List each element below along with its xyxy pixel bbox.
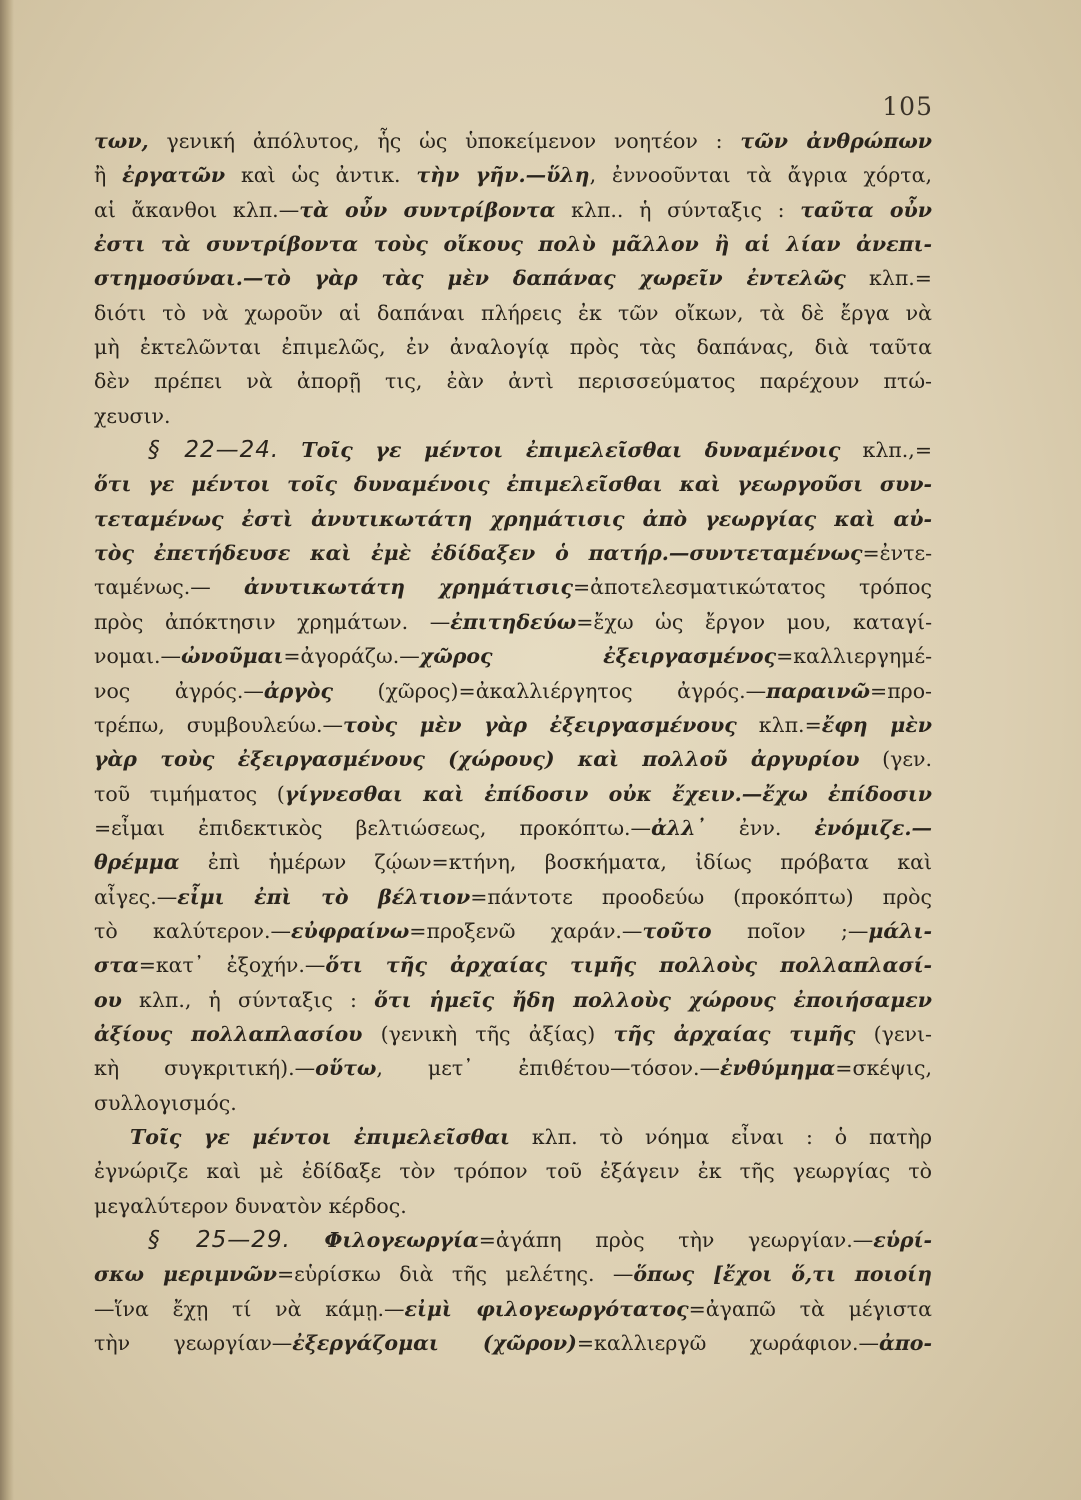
emphasized-text: παραινῶ bbox=[766, 678, 871, 703]
emphasized-text: ὅτι τῆς ἀρχαίας τιμῆς πολλοὺς πολλαπλασί- bbox=[325, 953, 932, 978]
plain-text: ἐνν. bbox=[705, 815, 815, 840]
emphasized-text: τῶν ἀνθρώπων bbox=[740, 129, 932, 153]
plain-text: μὴ ἐκτελῶνται ἐπιμελῶς, ἐν ἀναλογίᾳ πρὸς τὰς δαπάνας, διὰ ταῦτα bbox=[94, 335, 932, 360]
plain-text: =καλλιεργῶ χωράφιον.— bbox=[576, 1331, 880, 1356]
text-line bbox=[94, 124, 932, 158]
text-line bbox=[94, 708, 932, 742]
emphasized-text: ἀργὸς bbox=[263, 678, 333, 703]
emphasized-text: ἀξίους πολλαπλασίου bbox=[94, 1021, 363, 1046]
text-line bbox=[94, 811, 932, 845]
plain-text: γενική ἀπόλυτος, ἧς ὡς ὑποκείμενον νοητέον : bbox=[148, 129, 741, 153]
plain-text: κὴ συγκριτική).— bbox=[94, 1056, 316, 1081]
emphasized-text: στημοσύναι.—τὸ γὰρ τὰς μὲν δαπάνας χωρεῖν ἐντελῶς bbox=[94, 266, 846, 291]
text-line bbox=[94, 364, 932, 398]
emphasized-text: ἐπιτηδεύω bbox=[450, 609, 577, 634]
plain-text: , ἐννοοῦνται τὰ ἄγρια χόρτα, bbox=[589, 163, 932, 188]
plain-text: δὲν πρέπει νὰ ἀπορῇ τις, ἐὰν ἀντὶ περισσεύματος παρέχουν πτώ- bbox=[94, 369, 932, 394]
text-line bbox=[94, 1326, 932, 1360]
emphasized-text: ὅπως [ἔχοι ὅ,τι ποιοίη bbox=[633, 1262, 932, 1287]
plain-text: =προ- bbox=[870, 678, 932, 703]
plain-text: (γεν. bbox=[859, 747, 932, 772]
text-line bbox=[94, 1051, 932, 1085]
emphasized-text: των, bbox=[94, 129, 149, 153]
plain-text: χευσιν. bbox=[94, 403, 171, 428]
text-line bbox=[94, 948, 932, 982]
text-line bbox=[94, 605, 932, 639]
emphasized-text: ἐξεργάζομαι (χῶρον) bbox=[292, 1331, 577, 1356]
text-line bbox=[94, 1292, 932, 1326]
text-line bbox=[94, 433, 932, 467]
emphasized-text: μάλι- bbox=[868, 918, 932, 943]
plain-text: κλπ., ἡ σύνταξις : bbox=[121, 987, 375, 1012]
plain-text: =πάντοτε προοδεύω (προκόπτω) πρὸς bbox=[470, 884, 932, 909]
page-number: 105 bbox=[882, 92, 933, 121]
plain-text: =καλλιεργημέ- bbox=[776, 644, 932, 669]
text-line bbox=[94, 1257, 932, 1291]
plain-text: =σκέψις, bbox=[835, 1056, 932, 1081]
emphasized-text: τῆς ἀρχαίας τιμῆς bbox=[613, 1021, 856, 1046]
plain-text: =εὑρίσκω διὰ τῆς μελέτης. — bbox=[277, 1262, 634, 1287]
text-line bbox=[94, 502, 932, 536]
emphasized-text: ὠνοῦμαι bbox=[181, 644, 284, 669]
text-line bbox=[94, 777, 932, 811]
emphasized-text: ἀλλ᾽ bbox=[651, 815, 706, 840]
emphasized-text: εὑρί- bbox=[873, 1228, 932, 1252]
text-line bbox=[94, 570, 932, 604]
plain-text: =κατ᾽ ἐξοχήν.— bbox=[138, 953, 326, 978]
emphasized-text: τὸς ἐπετήδευσε καὶ ἐμὲ ἐδίδαξεν ὁ πατήρ.—συντεταμένως bbox=[94, 541, 863, 566]
emphasized-text: ἐστι τὰ συντρίβοντα τοὺς οἴκους πολὺ μᾶλλον ἢ αἱ λίαν ἀνεπι- bbox=[94, 232, 932, 257]
text-line bbox=[94, 845, 932, 879]
plain-text: διότι τὸ νὰ χωροῦν αἱ δαπάναι πλήρεις ἐκ τῶν οἴκων, τὰ δὲ ἔργα νὰ bbox=[94, 300, 932, 325]
emphasized-text: στα bbox=[94, 953, 139, 978]
plain-text: ταμένως.— bbox=[94, 575, 244, 600]
plain-text: ποῖον ;— bbox=[711, 918, 869, 943]
plain-text bbox=[291, 1228, 325, 1252]
emphasized-text: Φιλογεωργία bbox=[324, 1228, 479, 1252]
emphasized-text: ἐργατῶν bbox=[122, 163, 226, 188]
plain-text: κλπ.= bbox=[845, 266, 932, 291]
emphasized-text: Τοῖς γε μέντοι ἐπιμελεῖσθαι bbox=[130, 1124, 510, 1149]
plain-text: αἱ ἄκανθοι κλπ.— bbox=[94, 197, 300, 222]
plain-text bbox=[279, 438, 301, 462]
section-number: § 22—24. bbox=[148, 437, 280, 464]
plain-text: κλπ. τὸ νόημα εἶναι : ὁ πατὴρ bbox=[509, 1124, 933, 1149]
emphasized-text: ἀνυτικωτάτη χρημάτισις bbox=[244, 575, 573, 600]
text-line bbox=[94, 914, 932, 948]
text-line bbox=[94, 227, 932, 261]
plain-text: —ἵνα ἔχῃ τί νὰ κάμῃ.— bbox=[94, 1296, 405, 1321]
emphasized-text: τεταμένως ἐστὶ ἀνυτικωτάτη χρημάτισις ἀπὸ γεωργίας καὶ αὐ- bbox=[94, 506, 932, 531]
emphasized-text: οὕτω bbox=[315, 1056, 377, 1081]
plain-text: =ἀγάπη πρὸς τὴν γεωργίαν.— bbox=[478, 1228, 874, 1252]
emphasized-text: ἀπο- bbox=[879, 1331, 932, 1356]
emphasized-text: ἐνθύμημα bbox=[720, 1056, 836, 1081]
emphasized-text: ἔφη μὲν bbox=[821, 712, 932, 737]
plain-text: =προξενῶ χαράν.— bbox=[409, 918, 643, 943]
plain-text: ἐπὶ ἡμέρων ζῴων=κτήνη, βοσκήματα, ἰδίως πρόβατα καὶ bbox=[179, 850, 932, 875]
plain-text: =ἔχω ὡς ἔργον μου, καταγί- bbox=[576, 609, 932, 634]
plain-text: καὶ ὡς ἀντικ. bbox=[225, 163, 417, 188]
plain-text: τοῦ τιμήματος ( bbox=[94, 781, 285, 806]
plain-text: πρὸς ἀπόκτησιν χρημάτων. — bbox=[94, 609, 451, 634]
plain-text: συλλογισμός. bbox=[94, 1090, 237, 1115]
plain-text: κλπ.,= bbox=[840, 438, 932, 463]
text-line bbox=[94, 296, 932, 330]
text-line bbox=[94, 261, 932, 295]
text-line bbox=[94, 1189, 932, 1223]
text-line bbox=[94, 1017, 932, 1051]
plain-text: νος ἀγρός.— bbox=[94, 678, 264, 703]
emphasized-text: εἰμὶ φιλογεωργότατος bbox=[404, 1296, 689, 1321]
plain-text: =ἀποτελεσματικώτατος τρόπος bbox=[572, 575, 932, 600]
text-line bbox=[94, 742, 932, 776]
plain-text: =εἶμαι ἐπιδεκτικὸς βελτιώσεως, προκόπτω.— bbox=[94, 815, 652, 840]
text-line bbox=[94, 1154, 932, 1188]
text-line bbox=[94, 880, 932, 914]
text-line bbox=[94, 983, 932, 1017]
plain-text: (χῶρος)=ἀκαλλιέργητος ἀγρός.— bbox=[332, 678, 767, 703]
text-line bbox=[94, 330, 932, 364]
text-line bbox=[94, 193, 932, 227]
plain-text: , μετ᾽ ἐπιθέτου—τόσον.— bbox=[376, 1056, 720, 1081]
text-line bbox=[94, 1223, 932, 1257]
plain-text: ἢ bbox=[94, 163, 123, 188]
text-line bbox=[94, 158, 932, 192]
emphasized-text: τὰ οὖν συντρίβοντα bbox=[299, 197, 556, 222]
plain-text: (γενικὴ τῆς ἀξίας) bbox=[362, 1021, 614, 1046]
section-number: § 25—29. bbox=[148, 1227, 291, 1253]
emphasized-text: εὐφραίνω bbox=[290, 918, 410, 943]
emphasized-text: τοὺς μὲν γὰρ ἐξειργασμένους bbox=[342, 712, 737, 737]
plain-text: =ἀγοράζω.— bbox=[283, 644, 420, 669]
plain-text: νομαι.— bbox=[94, 644, 182, 669]
emphasized-text: τοῦτο bbox=[642, 918, 712, 943]
text-line bbox=[94, 1120, 932, 1154]
emphasized-text: σκω μεριμνῶν bbox=[94, 1262, 277, 1287]
plain-text: κλπ.= bbox=[736, 712, 822, 737]
text-line bbox=[94, 1086, 932, 1120]
plain-text: τρέπω, συμβουλεύω.— bbox=[94, 712, 343, 737]
emphasized-text: χῶρος ἐξειργασμένος bbox=[419, 644, 777, 669]
text-line bbox=[94, 674, 932, 708]
plain-text: τὴν γεωργίαν— bbox=[94, 1331, 293, 1356]
text-line bbox=[94, 639, 932, 673]
emphasized-text: ἐνόμιζε.— bbox=[814, 815, 932, 840]
emphasized-text: εἶμι ἐπὶ τὸ βέλτιον bbox=[177, 884, 471, 909]
page-binding-edge bbox=[0, 0, 14, 1500]
emphasized-text: ὅτι γε μέντοι τοῖς δυναμένοις ἐπιμελεῖσθαι καὶ γεωργοῦσι συν- bbox=[94, 472, 932, 497]
plain-text: (γενι- bbox=[855, 1021, 932, 1046]
emphasized-text: ὅτι ἡμεῖς ἤδη πολλοὺς χώρους ἐποιήσαμεν bbox=[374, 987, 932, 1012]
plain-text: αἶγες.— bbox=[94, 884, 178, 909]
emphasized-text: γίγνεσθαι καὶ ἐπίδοσιν οὐκ ἔχειν.—ἔχω ἐπίδοσιν bbox=[284, 781, 932, 806]
plain-text: ἐγνώριζε καὶ μὲ ἐδίδαξε τὸν τρόπον τοῦ ἐξάγειν ἐκ τῆς γεωργίας τὸ bbox=[94, 1159, 932, 1184]
text-line bbox=[94, 536, 932, 570]
emphasized-text: γὰρ τοὺς ἐξειργασμένους (χώρους) καὶ πολλοῦ ἀργυρίου bbox=[94, 747, 860, 772]
emphasized-text: τὴν γῆν.—ὕλη bbox=[416, 163, 590, 188]
emphasized-text: θρέμμα bbox=[94, 850, 180, 875]
plain-text: τὸ καλύτερον.— bbox=[94, 918, 291, 943]
plain-text: κλπ.. ἡ σύνταξις : bbox=[555, 197, 801, 222]
plain-text: =ἐντε- bbox=[862, 541, 932, 566]
plain-text: μεγαλύτερον δυνατὸν κέρδος. bbox=[94, 1193, 407, 1218]
emphasized-text: Τοῖς γε μέντοι ἐπιμελεῖσθαι δυναμένοις bbox=[301, 438, 841, 463]
page-body-text bbox=[94, 124, 932, 1360]
text-line bbox=[94, 399, 932, 433]
text-line bbox=[94, 467, 932, 501]
plain-text: =ἀγαπῶ τὰ μέγιστα bbox=[688, 1296, 932, 1321]
emphasized-text: ταῦτα οὖν bbox=[800, 197, 933, 222]
emphasized-text: ου bbox=[94, 987, 122, 1012]
